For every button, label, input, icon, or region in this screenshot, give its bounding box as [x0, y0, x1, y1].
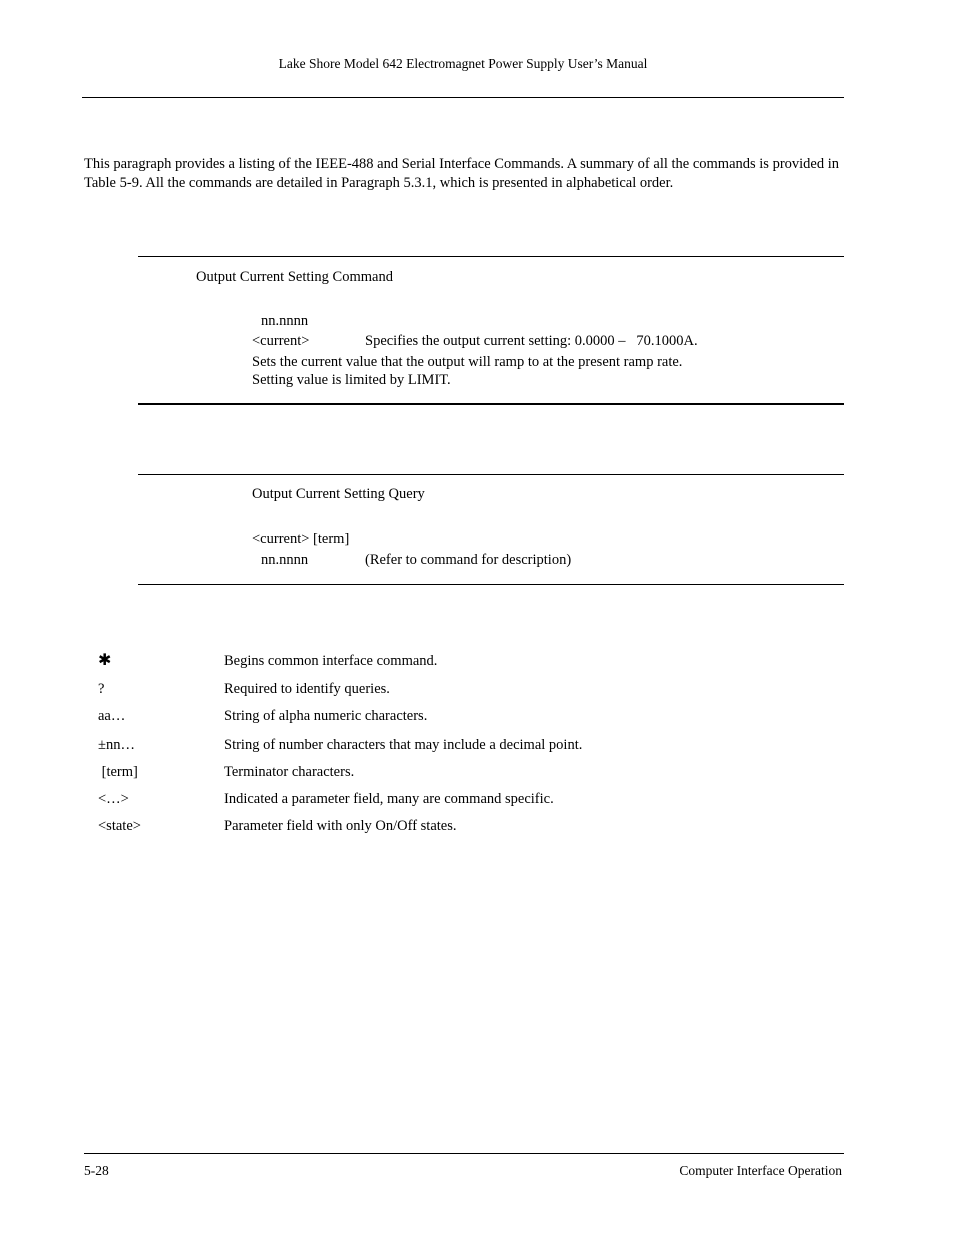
command-block-bottom-rule	[138, 403, 844, 405]
query-format: nn.nnnn	[261, 552, 309, 568]
key-desc: String of alpha numeric characters.	[224, 708, 428, 724]
footer-section-title: Computer Interface Operation	[679, 1163, 842, 1178]
query-block-top-rule	[138, 474, 844, 475]
key-desc: Required to identify queries.	[224, 681, 390, 697]
key-desc: Indicated a parameter field, many are command specific.	[224, 791, 554, 807]
command-format: nn.nnnn	[261, 313, 309, 329]
key-desc: Terminator characters.	[224, 764, 355, 780]
query-format-desc: (Refer to command for description)	[365, 552, 572, 568]
key-symbol: aa…	[98, 708, 126, 724]
key-symbol: <state>	[98, 818, 141, 834]
running-header-title: Lake Shore Model 642 Electromagnet Power Supply User’s Manual	[278, 56, 648, 71]
command-remark-2: Setting value is limited by LIMIT.	[252, 372, 451, 388]
command-param-name: <current>	[252, 333, 310, 349]
key-desc: String of number characters that may include a decimal point.	[224, 737, 583, 753]
command-name: Output Current Setting Command	[196, 269, 393, 285]
key-symbol: ?	[98, 681, 105, 697]
query-returned: <current> [term]	[252, 531, 350, 547]
header-rule	[82, 97, 844, 98]
query-block-bottom-rule	[138, 584, 844, 585]
intro-paragraph: This paragraph provides a listing of the IEEE-488 and Serial Interface Commands. A summary of all the commands is provided in Table 5-9. All the commands are detailed in Paragraph 5.3.1, which is presented in alphabetical order.	[84, 156, 840, 191]
command-remark-1: Sets the current value that the output will ramp to at the present ramp rate.	[252, 354, 683, 370]
key-symbol: ✱	[98, 652, 112, 669]
key-desc: Parameter field with only On/Off states.	[224, 818, 457, 834]
command-block-top-rule	[138, 256, 844, 257]
key-desc: Begins common interface command.	[224, 653, 438, 669]
page-number: 5-28	[84, 1163, 109, 1178]
query-name: Output Current Setting Query	[252, 486, 425, 502]
footer-rule	[84, 1153, 844, 1154]
key-symbol: ±nn…	[98, 737, 135, 753]
command-param-desc: Specifies the output current setting: 0.0000 – 70.1000A.	[365, 333, 698, 349]
key-symbol: <…>	[98, 791, 129, 807]
key-symbol: [term]	[98, 764, 138, 780]
